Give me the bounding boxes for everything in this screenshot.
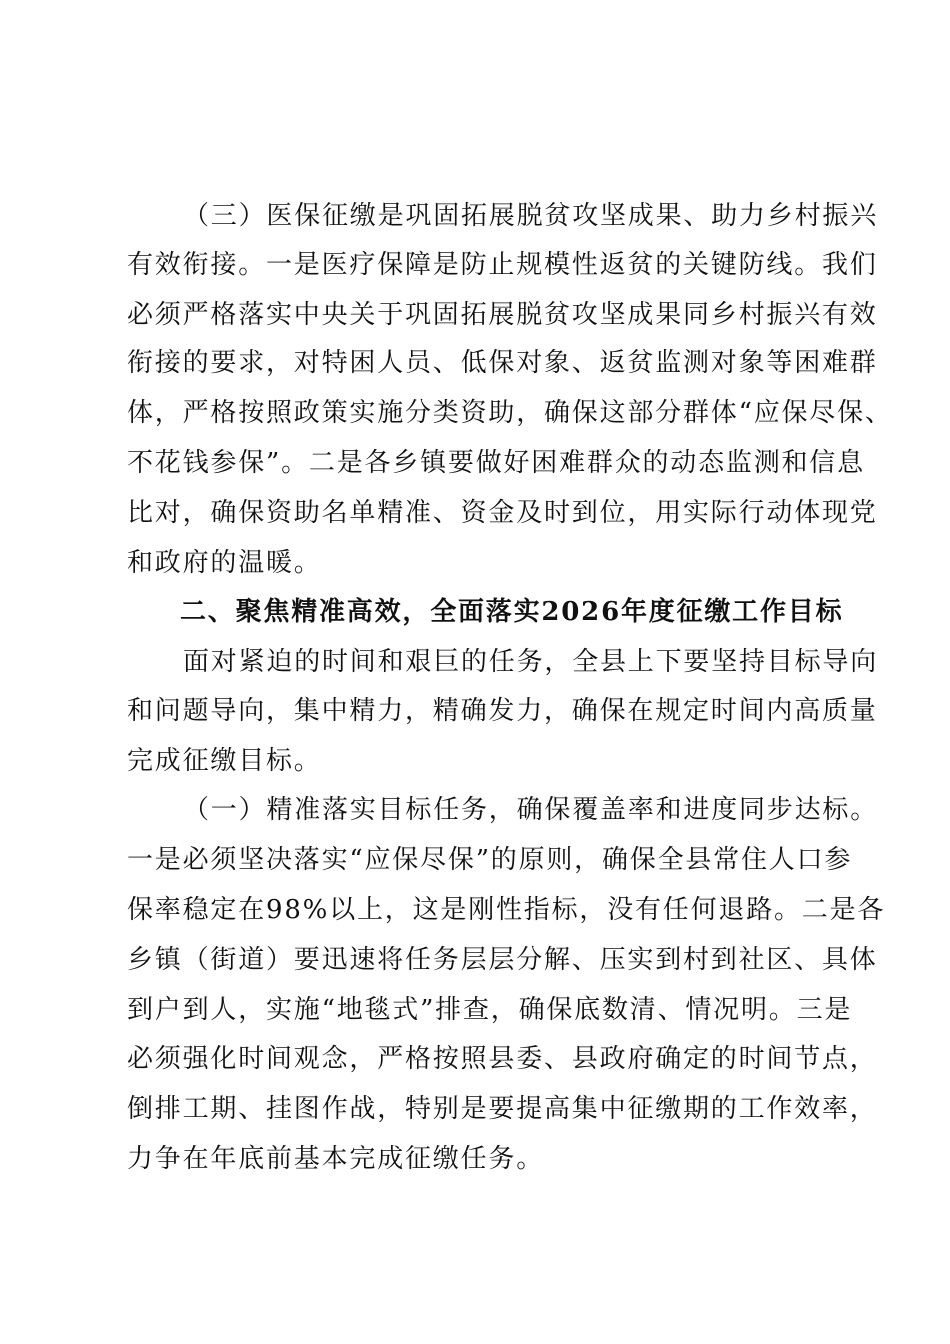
paragraph-line: 比对，确保资助名单精准、资金及时到位，用实际行动体现党 (127, 498, 878, 528)
section-heading: 二、聚焦精准高效，全面落实2026年度征缴工作目标 (180, 597, 844, 627)
paragraph-line: 有效衔接。一是医疗保障是防止规模性返贫的关键防线。我们 (127, 250, 878, 280)
paragraph-line: 力争在年底前基本完成征缴任务。 (127, 1144, 545, 1174)
paragraph-line: 必须严格落实中央关于巩固拓展脱贫攻坚成果同乡村振兴有效 (127, 300, 878, 330)
paragraph-line: 到户到人，实施“地毯式”排查，确保底数清、情况明。三是 (127, 995, 853, 1025)
paragraph-line: （三）医保征缴是巩固拓展脱贫攻坚成果、助力乡村振兴 (183, 201, 879, 231)
paragraph-line: 衔接的要求，对特困人员、低保对象、返贫监测对象等困难群 (127, 348, 878, 378)
paragraph-line: 必须强化时间观念，严格按照县委、县政府确定的时间节点， (127, 1044, 878, 1074)
subsection-heading: （一）精准落实目标任务，确保覆盖率和进度同步达标。 (183, 795, 879, 825)
paragraph-line: 面对紧迫的时间和艰巨的任务，全县上下要坚持目标导向 (183, 647, 879, 677)
paragraph-line: 保率稳定在98%以上，这是刚性指标，没有任何退路。二是各 (127, 895, 886, 925)
paragraph-line: 一是必须坚决落实“应保尽保”的原则，确保全县常住人口参 (127, 845, 853, 875)
paragraph-line: 乡镇（街道）要迅速将任务层层分解、压实到村到社区、具体 (127, 945, 878, 975)
paragraph-line: 和政府的温暖。 (127, 548, 322, 578)
paragraph-line: 倒排工期、挂图作战，特别是要提高集中征缴期的工作效率， (127, 1094, 878, 1124)
paragraph-line: 和问题导向，集中精力，精确发力，确保在规定时间内高质量 (127, 696, 878, 726)
paragraph-line: 体，严格按照政策实施分类资助，确保这部分群体“应保尽保、 (127, 398, 893, 428)
paragraph-line: 完成征缴目标。 (127, 746, 322, 776)
paragraph-line: 不花钱参保”。二是各乡镇要做好困难群众的动态监测和信息 (127, 448, 865, 478)
